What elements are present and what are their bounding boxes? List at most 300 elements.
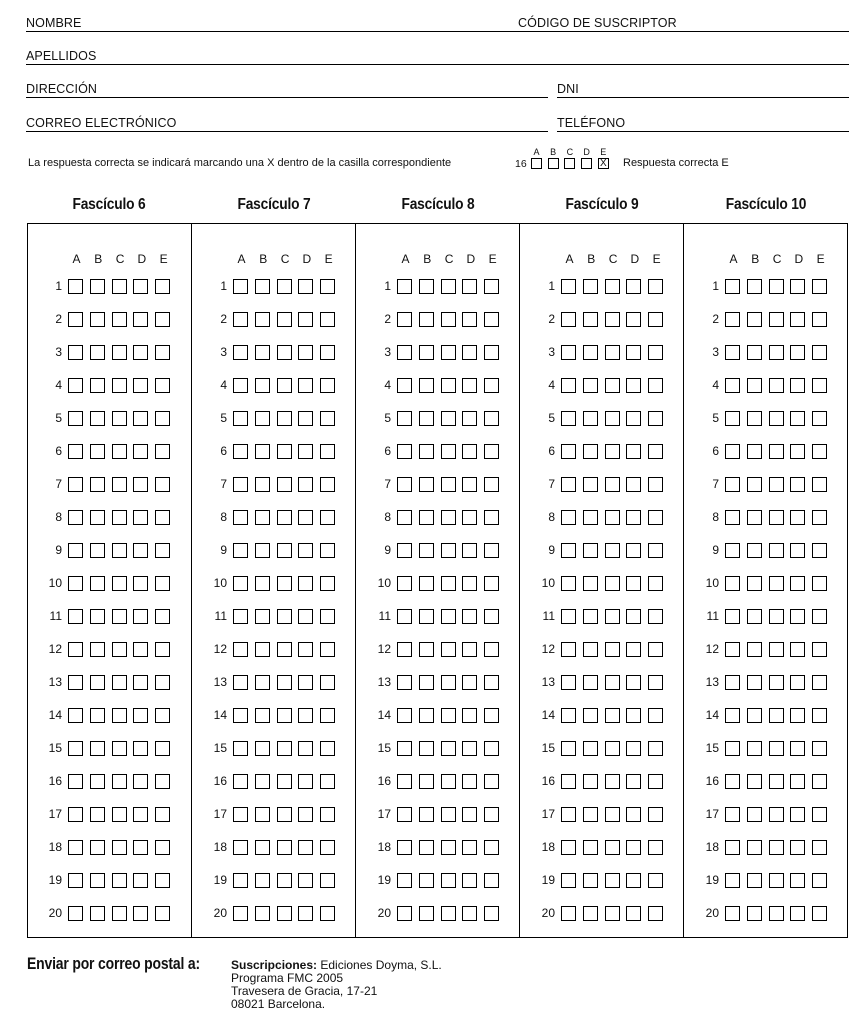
answer-checkbox-e[interactable]	[812, 444, 827, 459]
answer-checkbox-a[interactable]	[68, 312, 83, 327]
answer-checkbox-d[interactable]	[133, 807, 148, 822]
answer-checkbox-e[interactable]	[484, 510, 499, 525]
answer-checkbox-b[interactable]	[419, 609, 434, 624]
answer-checkbox-c[interactable]	[769, 873, 784, 888]
answer-checkbox-b[interactable]	[747, 345, 762, 360]
answer-checkbox-d[interactable]	[626, 312, 641, 327]
answer-checkbox-a[interactable]	[561, 774, 576, 789]
answer-checkbox-c[interactable]	[441, 807, 456, 822]
answer-checkbox-e[interactable]	[648, 345, 663, 360]
answer-checkbox-b[interactable]	[583, 840, 598, 855]
answer-checkbox-d[interactable]	[133, 411, 148, 426]
answer-checkbox-e[interactable]	[648, 378, 663, 393]
answer-checkbox-d[interactable]	[790, 840, 805, 855]
answer-checkbox-b[interactable]	[583, 675, 598, 690]
answer-checkbox-d[interactable]	[462, 906, 477, 921]
answer-checkbox-a[interactable]	[68, 840, 83, 855]
answer-checkbox-b[interactable]	[90, 708, 105, 723]
answer-checkbox-b[interactable]	[90, 411, 105, 426]
answer-checkbox-e[interactable]	[812, 906, 827, 921]
answer-checkbox-e[interactable]	[484, 576, 499, 591]
answer-checkbox-b[interactable]	[90, 378, 105, 393]
answer-checkbox-b[interactable]	[255, 312, 270, 327]
answer-checkbox-b[interactable]	[583, 906, 598, 921]
answer-checkbox-e[interactable]	[155, 609, 170, 624]
answer-checkbox-a[interactable]	[561, 741, 576, 756]
answer-checkbox-a[interactable]	[725, 543, 740, 558]
answer-checkbox-d[interactable]	[133, 279, 148, 294]
answer-checkbox-b[interactable]	[419, 444, 434, 459]
answer-checkbox-e[interactable]	[320, 543, 335, 558]
answer-checkbox-a[interactable]	[725, 873, 740, 888]
answer-checkbox-e[interactable]	[155, 906, 170, 921]
answer-checkbox-a[interactable]	[725, 708, 740, 723]
answer-checkbox-a[interactable]	[233, 675, 248, 690]
answer-checkbox-c[interactable]	[441, 906, 456, 921]
answer-checkbox-c[interactable]	[769, 312, 784, 327]
answer-checkbox-a[interactable]	[68, 543, 83, 558]
answer-checkbox-e[interactable]	[484, 378, 499, 393]
answer-checkbox-b[interactable]	[583, 609, 598, 624]
answer-checkbox-a[interactable]	[725, 312, 740, 327]
answer-checkbox-e[interactable]	[155, 642, 170, 657]
answer-checkbox-b[interactable]	[583, 741, 598, 756]
answer-checkbox-e[interactable]	[648, 609, 663, 624]
answer-checkbox-d[interactable]	[790, 312, 805, 327]
answer-checkbox-d[interactable]	[298, 576, 313, 591]
answer-checkbox-e[interactable]	[320, 675, 335, 690]
answer-checkbox-b[interactable]	[747, 642, 762, 657]
answer-checkbox-b[interactable]	[255, 576, 270, 591]
answer-checkbox-a[interactable]	[725, 411, 740, 426]
answer-checkbox-e[interactable]	[484, 444, 499, 459]
answer-checkbox-e[interactable]	[155, 741, 170, 756]
answer-checkbox-b[interactable]	[747, 807, 762, 822]
answer-checkbox-d[interactable]	[462, 840, 477, 855]
answer-checkbox-c[interactable]	[277, 675, 292, 690]
answer-checkbox-a[interactable]	[233, 609, 248, 624]
answer-checkbox-d[interactable]	[626, 642, 641, 657]
answer-checkbox-c[interactable]	[441, 444, 456, 459]
answer-checkbox-e[interactable]	[320, 576, 335, 591]
answer-checkbox-b[interactable]	[747, 312, 762, 327]
answer-checkbox-e[interactable]	[812, 741, 827, 756]
answer-checkbox-b[interactable]	[419, 576, 434, 591]
answer-checkbox-c[interactable]	[605, 741, 620, 756]
answer-checkbox-d[interactable]	[790, 906, 805, 921]
answer-checkbox-e[interactable]	[155, 675, 170, 690]
answer-checkbox-b[interactable]	[419, 873, 434, 888]
answer-checkbox-d[interactable]	[790, 477, 805, 492]
answer-checkbox-d[interactable]	[626, 477, 641, 492]
answer-checkbox-b[interactable]	[583, 576, 598, 591]
answer-checkbox-b[interactable]	[747, 543, 762, 558]
answer-checkbox-a[interactable]	[561, 345, 576, 360]
answer-checkbox-c[interactable]	[605, 378, 620, 393]
answer-checkbox-b[interactable]	[583, 642, 598, 657]
answer-checkbox-e[interactable]	[648, 741, 663, 756]
answer-checkbox-d[interactable]	[133, 708, 148, 723]
answer-checkbox-d[interactable]	[790, 444, 805, 459]
answer-checkbox-c[interactable]	[441, 279, 456, 294]
answer-checkbox-b[interactable]	[419, 312, 434, 327]
answer-checkbox-a[interactable]	[397, 345, 412, 360]
answer-checkbox-a[interactable]	[68, 345, 83, 360]
answer-checkbox-c[interactable]	[112, 510, 127, 525]
answer-checkbox-d[interactable]	[462, 609, 477, 624]
answer-checkbox-b[interactable]	[747, 510, 762, 525]
answer-checkbox-d[interactable]	[462, 477, 477, 492]
answer-checkbox-d[interactable]	[626, 279, 641, 294]
answer-checkbox-a[interactable]	[397, 312, 412, 327]
answer-checkbox-c[interactable]	[769, 543, 784, 558]
answer-checkbox-b[interactable]	[419, 675, 434, 690]
answer-checkbox-b[interactable]	[419, 510, 434, 525]
answer-checkbox-d[interactable]	[298, 378, 313, 393]
answer-checkbox-d[interactable]	[462, 510, 477, 525]
answer-checkbox-e[interactable]	[155, 444, 170, 459]
answer-checkbox-a[interactable]	[233, 708, 248, 723]
answer-checkbox-a[interactable]	[233, 543, 248, 558]
answer-checkbox-a[interactable]	[68, 642, 83, 657]
answer-checkbox-e[interactable]	[484, 741, 499, 756]
answer-checkbox-b[interactable]	[90, 741, 105, 756]
answer-checkbox-c[interactable]	[605, 279, 620, 294]
answer-checkbox-e[interactable]	[648, 642, 663, 657]
answer-checkbox-b[interactable]	[255, 840, 270, 855]
answer-checkbox-c[interactable]	[277, 642, 292, 657]
answer-checkbox-a[interactable]	[725, 279, 740, 294]
answer-checkbox-a[interactable]	[725, 642, 740, 657]
answer-checkbox-e[interactable]	[155, 576, 170, 591]
answer-checkbox-b[interactable]	[419, 477, 434, 492]
answer-checkbox-c[interactable]	[769, 345, 784, 360]
answer-checkbox-e[interactable]	[155, 543, 170, 558]
answer-checkbox-e[interactable]	[812, 642, 827, 657]
answer-checkbox-b[interactable]	[583, 312, 598, 327]
answer-checkbox-e[interactable]	[812, 411, 827, 426]
answer-checkbox-b[interactable]	[583, 279, 598, 294]
answer-checkbox-e[interactable]	[320, 312, 335, 327]
answer-checkbox-c[interactable]	[605, 642, 620, 657]
answer-checkbox-c[interactable]	[769, 807, 784, 822]
answer-checkbox-c[interactable]	[605, 510, 620, 525]
answer-checkbox-e[interactable]	[320, 873, 335, 888]
answer-checkbox-a[interactable]	[68, 774, 83, 789]
answer-checkbox-c[interactable]	[769, 840, 784, 855]
answer-checkbox-c[interactable]	[112, 477, 127, 492]
answer-checkbox-e[interactable]	[484, 774, 499, 789]
answer-checkbox-a[interactable]	[397, 642, 412, 657]
answer-checkbox-c[interactable]	[605, 576, 620, 591]
answer-checkbox-a[interactable]	[397, 444, 412, 459]
answer-checkbox-e[interactable]	[484, 642, 499, 657]
answer-checkbox-a[interactable]	[561, 279, 576, 294]
answer-checkbox-a[interactable]	[68, 741, 83, 756]
answer-checkbox-e[interactable]	[484, 312, 499, 327]
answer-checkbox-a[interactable]	[561, 873, 576, 888]
answer-checkbox-d[interactable]	[626, 906, 641, 921]
answer-checkbox-d[interactable]	[462, 708, 477, 723]
answer-checkbox-e[interactable]	[812, 312, 827, 327]
telefono-field[interactable]	[557, 115, 849, 132]
answer-checkbox-d[interactable]	[133, 609, 148, 624]
answer-checkbox-c[interactable]	[112, 345, 127, 360]
answer-checkbox-c[interactable]	[277, 708, 292, 723]
answer-checkbox-e[interactable]	[155, 708, 170, 723]
answer-checkbox-b[interactable]	[583, 807, 598, 822]
answer-checkbox-d[interactable]	[626, 840, 641, 855]
answer-checkbox-e[interactable]	[648, 510, 663, 525]
answer-checkbox-d[interactable]	[133, 345, 148, 360]
answer-checkbox-c[interactable]	[277, 543, 292, 558]
answer-checkbox-d[interactable]	[133, 312, 148, 327]
answer-checkbox-d[interactable]	[298, 741, 313, 756]
answer-checkbox-b[interactable]	[255, 378, 270, 393]
answer-checkbox-e[interactable]	[320, 741, 335, 756]
answer-checkbox-a[interactable]	[561, 411, 576, 426]
answer-checkbox-a[interactable]	[233, 774, 248, 789]
answer-checkbox-d[interactable]	[626, 675, 641, 690]
answer-checkbox-c[interactable]	[605, 444, 620, 459]
answer-checkbox-e[interactable]	[484, 708, 499, 723]
answer-checkbox-e[interactable]	[812, 378, 827, 393]
answer-checkbox-c[interactable]	[769, 741, 784, 756]
answer-checkbox-e[interactable]	[320, 906, 335, 921]
answer-checkbox-b[interactable]	[747, 279, 762, 294]
answer-checkbox-c[interactable]	[769, 477, 784, 492]
answer-checkbox-d[interactable]	[133, 642, 148, 657]
answer-checkbox-e[interactable]	[320, 609, 335, 624]
answer-checkbox-d[interactable]	[462, 873, 477, 888]
answer-checkbox-e[interactable]	[484, 279, 499, 294]
answer-checkbox-b[interactable]	[747, 906, 762, 921]
answer-checkbox-b[interactable]	[747, 675, 762, 690]
answer-checkbox-d[interactable]	[462, 642, 477, 657]
answer-checkbox-a[interactable]	[561, 510, 576, 525]
answer-checkbox-e[interactable]	[155, 873, 170, 888]
answer-checkbox-c[interactable]	[441, 873, 456, 888]
answer-checkbox-c[interactable]	[441, 774, 456, 789]
answer-checkbox-d[interactable]	[626, 411, 641, 426]
answer-checkbox-e[interactable]	[648, 576, 663, 591]
answer-checkbox-a[interactable]	[233, 345, 248, 360]
answer-checkbox-c[interactable]	[277, 873, 292, 888]
answer-checkbox-c[interactable]	[605, 840, 620, 855]
answer-checkbox-c[interactable]	[112, 444, 127, 459]
answer-checkbox-c[interactable]	[605, 807, 620, 822]
answer-checkbox-d[interactable]	[626, 345, 641, 360]
answer-checkbox-a[interactable]	[397, 378, 412, 393]
answer-checkbox-d[interactable]	[462, 279, 477, 294]
answer-checkbox-b[interactable]	[419, 840, 434, 855]
answer-checkbox-e[interactable]	[648, 312, 663, 327]
answer-checkbox-c[interactable]	[441, 411, 456, 426]
answer-checkbox-c[interactable]	[441, 312, 456, 327]
answer-checkbox-a[interactable]	[233, 444, 248, 459]
answer-checkbox-e[interactable]	[648, 279, 663, 294]
answer-checkbox-c[interactable]	[112, 675, 127, 690]
answer-checkbox-a[interactable]	[725, 906, 740, 921]
answer-checkbox-b[interactable]	[419, 345, 434, 360]
answer-checkbox-e[interactable]	[812, 279, 827, 294]
answer-checkbox-e[interactable]	[320, 807, 335, 822]
answer-checkbox-d[interactable]	[790, 708, 805, 723]
answer-checkbox-a[interactable]	[725, 774, 740, 789]
answer-checkbox-e[interactable]	[155, 840, 170, 855]
answer-checkbox-a[interactable]	[397, 873, 412, 888]
answer-checkbox-d[interactable]	[133, 873, 148, 888]
answer-checkbox-e[interactable]	[155, 411, 170, 426]
answer-checkbox-d[interactable]	[626, 510, 641, 525]
answer-checkbox-a[interactable]	[397, 807, 412, 822]
answer-checkbox-d[interactable]	[790, 873, 805, 888]
answer-checkbox-e[interactable]	[320, 279, 335, 294]
answer-checkbox-a[interactable]	[397, 609, 412, 624]
answer-checkbox-a[interactable]	[397, 279, 412, 294]
answer-checkbox-a[interactable]	[397, 411, 412, 426]
answer-checkbox-b[interactable]	[255, 807, 270, 822]
answer-checkbox-a[interactable]	[68, 510, 83, 525]
answer-checkbox-e[interactable]	[484, 543, 499, 558]
answer-checkbox-a[interactable]	[397, 543, 412, 558]
answer-checkbox-e[interactable]	[155, 378, 170, 393]
answer-checkbox-a[interactable]	[68, 279, 83, 294]
answer-checkbox-b[interactable]	[583, 477, 598, 492]
answer-checkbox-c[interactable]	[769, 411, 784, 426]
answer-checkbox-d[interactable]	[626, 609, 641, 624]
answer-checkbox-b[interactable]	[255, 873, 270, 888]
answer-checkbox-d[interactable]	[298, 708, 313, 723]
answer-checkbox-d[interactable]	[462, 576, 477, 591]
answer-checkbox-c[interactable]	[277, 312, 292, 327]
answer-checkbox-e[interactable]	[155, 279, 170, 294]
answer-checkbox-b[interactable]	[419, 906, 434, 921]
answer-checkbox-e[interactable]	[320, 345, 335, 360]
answer-checkbox-d[interactable]	[790, 510, 805, 525]
answer-checkbox-d[interactable]	[298, 510, 313, 525]
answer-checkbox-b[interactable]	[419, 279, 434, 294]
answer-checkbox-b[interactable]	[90, 444, 105, 459]
answer-checkbox-a[interactable]	[397, 576, 412, 591]
answer-checkbox-b[interactable]	[90, 543, 105, 558]
answer-checkbox-b[interactable]	[583, 345, 598, 360]
answer-checkbox-e[interactable]	[812, 708, 827, 723]
answer-checkbox-b[interactable]	[583, 708, 598, 723]
answer-checkbox-d[interactable]	[298, 774, 313, 789]
answer-checkbox-a[interactable]	[68, 444, 83, 459]
answer-checkbox-c[interactable]	[605, 873, 620, 888]
answer-checkbox-e[interactable]	[648, 675, 663, 690]
answer-checkbox-b[interactable]	[747, 477, 762, 492]
answer-checkbox-e[interactable]	[812, 510, 827, 525]
answer-checkbox-c[interactable]	[277, 609, 292, 624]
answer-checkbox-c[interactable]	[112, 873, 127, 888]
answer-checkbox-c[interactable]	[769, 675, 784, 690]
answer-checkbox-a[interactable]	[233, 741, 248, 756]
answer-checkbox-b[interactable]	[90, 906, 105, 921]
answer-checkbox-e[interactable]	[812, 543, 827, 558]
answer-checkbox-e[interactable]	[812, 873, 827, 888]
answer-checkbox-a[interactable]	[397, 906, 412, 921]
answer-checkbox-e[interactable]	[484, 840, 499, 855]
answer-checkbox-e[interactable]	[320, 378, 335, 393]
answer-checkbox-d[interactable]	[790, 675, 805, 690]
answer-checkbox-c[interactable]	[605, 708, 620, 723]
answer-checkbox-d[interactable]	[790, 741, 805, 756]
answer-checkbox-b[interactable]	[583, 444, 598, 459]
answer-checkbox-e[interactable]	[648, 873, 663, 888]
answer-checkbox-b[interactable]	[90, 873, 105, 888]
answer-checkbox-a[interactable]	[397, 708, 412, 723]
answer-checkbox-b[interactable]	[583, 774, 598, 789]
answer-checkbox-c[interactable]	[441, 345, 456, 360]
answer-checkbox-b[interactable]	[747, 708, 762, 723]
answer-checkbox-a[interactable]	[561, 906, 576, 921]
answer-checkbox-e[interactable]	[812, 576, 827, 591]
answer-checkbox-a[interactable]	[397, 741, 412, 756]
answer-checkbox-c[interactable]	[769, 279, 784, 294]
answer-checkbox-a[interactable]	[233, 510, 248, 525]
answer-checkbox-d[interactable]	[626, 543, 641, 558]
answer-checkbox-e[interactable]	[484, 807, 499, 822]
answer-checkbox-e[interactable]	[155, 312, 170, 327]
answer-checkbox-c[interactable]	[769, 609, 784, 624]
answer-checkbox-b[interactable]	[583, 543, 598, 558]
answer-checkbox-e[interactable]	[320, 774, 335, 789]
answer-checkbox-b[interactable]	[90, 840, 105, 855]
answer-checkbox-b[interactable]	[419, 741, 434, 756]
answer-checkbox-b[interactable]	[255, 906, 270, 921]
answer-checkbox-e[interactable]	[155, 345, 170, 360]
answer-checkbox-a[interactable]	[561, 444, 576, 459]
answer-checkbox-a[interactable]	[68, 609, 83, 624]
answer-checkbox-e[interactable]	[648, 906, 663, 921]
answer-checkbox-a[interactable]	[561, 378, 576, 393]
answer-checkbox-e[interactable]	[648, 477, 663, 492]
answer-checkbox-c[interactable]	[769, 906, 784, 921]
answer-checkbox-c[interactable]	[441, 609, 456, 624]
answer-checkbox-b[interactable]	[255, 675, 270, 690]
answer-checkbox-a[interactable]	[725, 609, 740, 624]
answer-checkbox-a[interactable]	[233, 378, 248, 393]
answer-checkbox-c[interactable]	[112, 312, 127, 327]
answer-checkbox-a[interactable]	[397, 840, 412, 855]
answer-checkbox-a[interactable]	[233, 906, 248, 921]
answer-checkbox-e[interactable]	[648, 444, 663, 459]
answer-checkbox-a[interactable]	[68, 906, 83, 921]
answer-checkbox-d[interactable]	[626, 444, 641, 459]
answer-checkbox-b[interactable]	[747, 774, 762, 789]
answer-checkbox-a[interactable]	[725, 807, 740, 822]
answer-checkbox-e[interactable]	[320, 510, 335, 525]
correo-field[interactable]	[26, 115, 548, 132]
answer-checkbox-c[interactable]	[277, 510, 292, 525]
answer-checkbox-d[interactable]	[626, 774, 641, 789]
answer-checkbox-b[interactable]	[90, 576, 105, 591]
answer-checkbox-b[interactable]	[419, 774, 434, 789]
answer-checkbox-d[interactable]	[298, 906, 313, 921]
answer-checkbox-b[interactable]	[255, 741, 270, 756]
answer-checkbox-e[interactable]	[484, 609, 499, 624]
answer-checkbox-c[interactable]	[769, 378, 784, 393]
answer-checkbox-a[interactable]	[233, 279, 248, 294]
answer-checkbox-a[interactable]	[233, 642, 248, 657]
answer-checkbox-d[interactable]	[790, 345, 805, 360]
answer-checkbox-d[interactable]	[790, 807, 805, 822]
answer-checkbox-d[interactable]	[298, 411, 313, 426]
answer-checkbox-d[interactable]	[298, 840, 313, 855]
